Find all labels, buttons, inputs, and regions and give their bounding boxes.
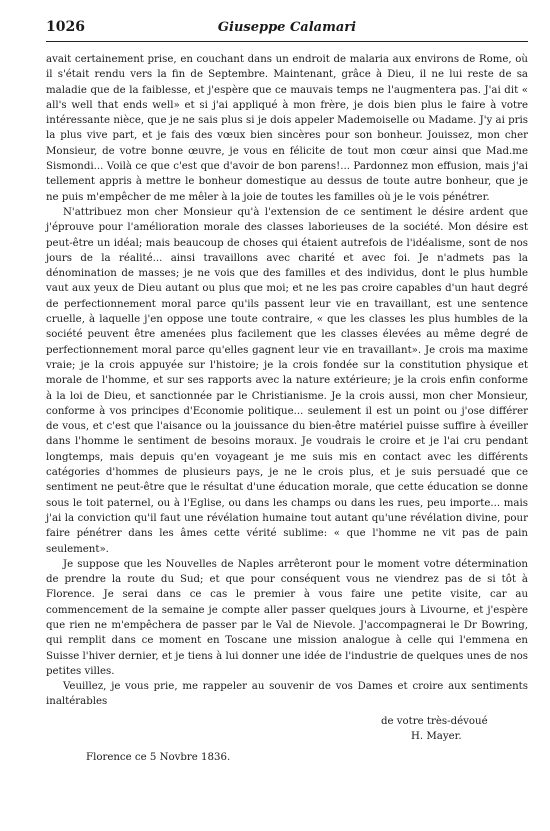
closing-block: [381, 714, 528, 745]
signature: H. Mayer.: [411, 731, 462, 743]
page-number: 1026: [46, 19, 85, 35]
letter-body: [46, 52, 528, 710]
paragraph: N'attribuez mon cher Monsieur qu'à l'extension de ce sentiment le désire ardent que j'éprouve pour l'amélioration morale des classes laborieuses de la société. Mon désire est peut-être un idéal; mais beaucoup de choses qui étaient autrefois de l'idéalisme, sont de nos jours de la réalité... ainsi travaillons avec charité et avec foi. Je n'admets pas la dénomination de masses; je ne vois que des familles et des individus, dont le plus humble vaut aux yeux de Dieu autant ou plus que moi; et ne les pas croire capables d'un haut degré de perfectionnement moral parce qu'ils passent leur vie en travaillant, est une sentence cruelle, à laquelle j'en oppose une toute contraire, « que les classes les plus humbles de la société peuvent être amenées plus facilement que les classes élevées au même degré de perfectionnement moral parce qu'elles gagnent leur vie en travaillant». Je crois ma maxime vraie; je la crois appuyée sur l'histoire; je la crois fondée sur la constitution physique et morale de l'homme, et sur ses rapports avec la nature extérieure; je la crois enfin conforme à la loi de Dieu, et sanctionnée par le Christianisme. Je la crois aussi, mon cher Monsieur, conforme à vos principes d'Economie politique... seulement il est un point ou j'ose différer de vous, et c'est que l'aisance ou la jouissance du bien-être matériel puisse suffire à éveiller dans l'homme le sentiment de besoins moraux. Je voudrais le croire et je l'ai cru pendant longtemps, mais depuis qu'en voyageant je me suis mis en contact avec les différents catégories d'hommes de plusieurs pays, je ne le crois plus, et je suis persuadé que ce sentiment ne peut-être que le résultat d'une éducation morale, que cette éducation se donne sous le toit paternel, ou à l'Eglise, ou dans les champs ou dans les rues, peu importe... mais j'ai la conviction qu'il faut une révélation humaine tout autant qu'une révélation divine, pour faire pénétrer dans les âmes cette vérité sublime: « que l'homme ne vit pas de pain seulement».: [46, 206, 528, 555]
dateline: Florence ce 5 Novbre 1836.: [86, 752, 231, 764]
page-header: [46, 19, 528, 42]
running-head: Giuseppe Calamari: [217, 20, 357, 35]
paragraph: Je suppose que les Nouvelles de Naples arrêteront pour le moment votre détermination de prendre la route du Sud; et que pour conséquent vous ne viendrez pas de si tôt à Florence. Je serai dans ce cas le premier à vous faire une petite visite, car au commencement de la semaine je compte aller passer quelques jours à Livourne, et j'espère que rien ne m'empêchera de passer par le Val de Nievole. J'accompagnerai le Dr Bowring, qui remplit dans ce moment en Toscane une mission analogue à celle qui l'emmena en Suisse l'hiver dernier, et je tiens à lui donner une idée de l'industrie de quelques unes de nos petites villes.: [46, 558, 528, 677]
paragraph-closing-formula: Veuillez, je vous prie, me rappeler au souvenir de vos Dames et croire aux sentiments inaltérables: [46, 681, 528, 708]
paragraph-continuation: avait certainement prise, en couchant dans un endroit de malaria aux environs de Rome, où il s'était rendu vers la fin de Septembre. Maintenant, grâce à Dieu, il ne lui reste de sa maladie que de la faiblesse, et j'espère que ce mauvais temps ne l'augmentera pas. J'ai dit « all's well that ends well» et si j'ai appliqué à mon frère, je dois bien plus le faire à votre intéressante nièce, que je ne sais plus si je dois appeler Mademoiselle ou Madame. J'y ai pris la plus vive part, et je fais des vœux bien sincères pour son bonheur. Jouissez, mon cher Monsieur, de votre bonne œuvre, je vous en félicite de tout mon cœur ainsi que Mad.me Sismondi... Voilà ce que c'est que d'avoir de bon parens!... Pardonnez mon effusion, mais j'ai tellement appris à mettre le bonheur domestique au dessus de toute autre bonheur, que je ne puis m'empêcher de me mêler à la joie de toutes les familles où je le vois pénétrer.: [46, 54, 528, 203]
valediction: de votre très-dévoué: [381, 715, 488, 727]
page: [46, 19, 528, 763]
